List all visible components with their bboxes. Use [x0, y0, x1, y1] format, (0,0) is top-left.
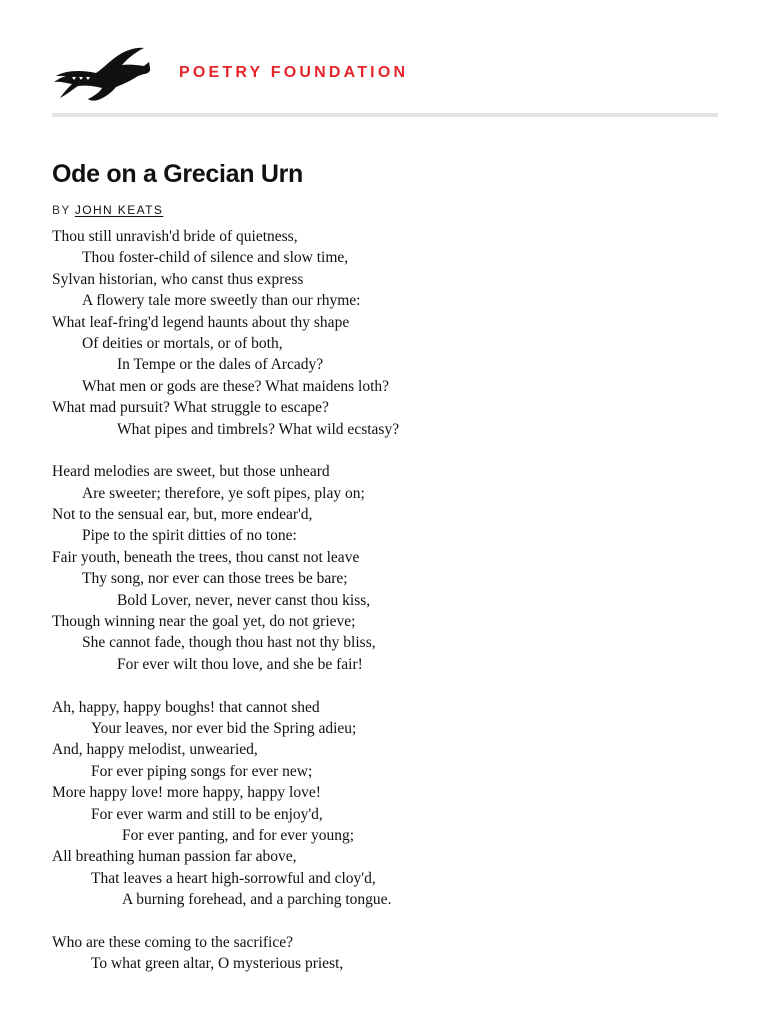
poem-line: Fair youth, beneath the trees, thou canst not leave: [52, 548, 360, 566]
poem-line: What pipes and timbrels? What wild ecstasy?: [117, 420, 400, 438]
poem-line: Not to the sensual ear, but, more endear'd,: [52, 506, 313, 524]
header-divider: [52, 113, 718, 117]
poem-line: Thy song, nor ever can those trees be bare;: [82, 570, 348, 588]
pegasus-icon[interactable]: [52, 46, 152, 102]
stanza-break: [52, 911, 712, 932]
poem-line: In Tempe or the dales of Arcady?: [117, 356, 324, 374]
poem-line: She cannot fade, though thou hast not thy bliss,: [82, 634, 376, 652]
poem-line: Sylvan historian, who canst thus express: [52, 270, 304, 288]
poem-line: For ever piping songs for ever new;: [91, 762, 313, 780]
poem-line: Thou still unravish'd bride of quietness,: [52, 228, 298, 245]
poem-line: What mad pursuit? What struggle to escape?: [52, 399, 329, 417]
poem-line: For ever wilt thou love, and she be fair!: [117, 655, 363, 673]
poem-line: Heard melodies are sweet, but those unheard: [52, 463, 330, 481]
poem-line: And, happy melodist, unwearied,: [52, 741, 258, 759]
poem-line: A flowery tale more sweetly than our rhyme:: [82, 292, 361, 310]
poem-line: A burning forehead, and a parching tongue.: [122, 891, 392, 909]
brand-name[interactable]: POETRY FOUNDATION: [179, 64, 409, 81]
poem-line: To what green altar, O mysterious priest,: [91, 955, 344, 973]
poem-line: Of deities or mortals, or of both,: [82, 334, 283, 352]
stanza-break: [52, 675, 712, 696]
poem-line: Bold Lover, never, never canst thou kiss,: [117, 591, 371, 609]
poem-line: For ever panting, and for ever young;: [122, 826, 355, 844]
poem-line: That leaves a heart high-sorrowful and cloy'd,: [91, 869, 376, 887]
by-label: BY: [52, 203, 71, 217]
poem-line: Pipe to the spirit ditties of no tone:: [82, 527, 297, 545]
poem-line: Though winning near the goal yet, do not grieve;: [52, 613, 356, 631]
poem-title: Ode on a Grecian Urn: [52, 160, 304, 188]
poem-line: Your leaves, nor ever bid the Spring adieu;: [91, 719, 357, 737]
stanza-break: [52, 440, 712, 461]
poem-line: What leaf-fring'd legend haunts about thy shape: [52, 313, 350, 331]
poem-line: Ah, happy, happy boughs! that cannot shed: [52, 698, 320, 716]
poem-line: For ever warm and still to be enjoy'd,: [91, 805, 323, 823]
poem-line: Who are these coming to the sacrifice?: [52, 933, 293, 951]
poem-line: More happy love! more happy, happy love!: [52, 784, 321, 802]
poem-body: [52, 226, 712, 975]
poem-line: What men or gods are these? What maidens loth?: [82, 377, 390, 395]
poem-line: Thou foster-child of silence and slow time,: [82, 249, 349, 267]
site-header: [52, 42, 718, 102]
poem-line: All breathing human passion far above,: [52, 848, 297, 866]
author-link[interactable]: JOHN KEATS: [74, 203, 164, 217]
poem-line: Are sweeter; therefore, ye soft pipes, play on;: [82, 484, 365, 502]
byline: [52, 203, 163, 217]
